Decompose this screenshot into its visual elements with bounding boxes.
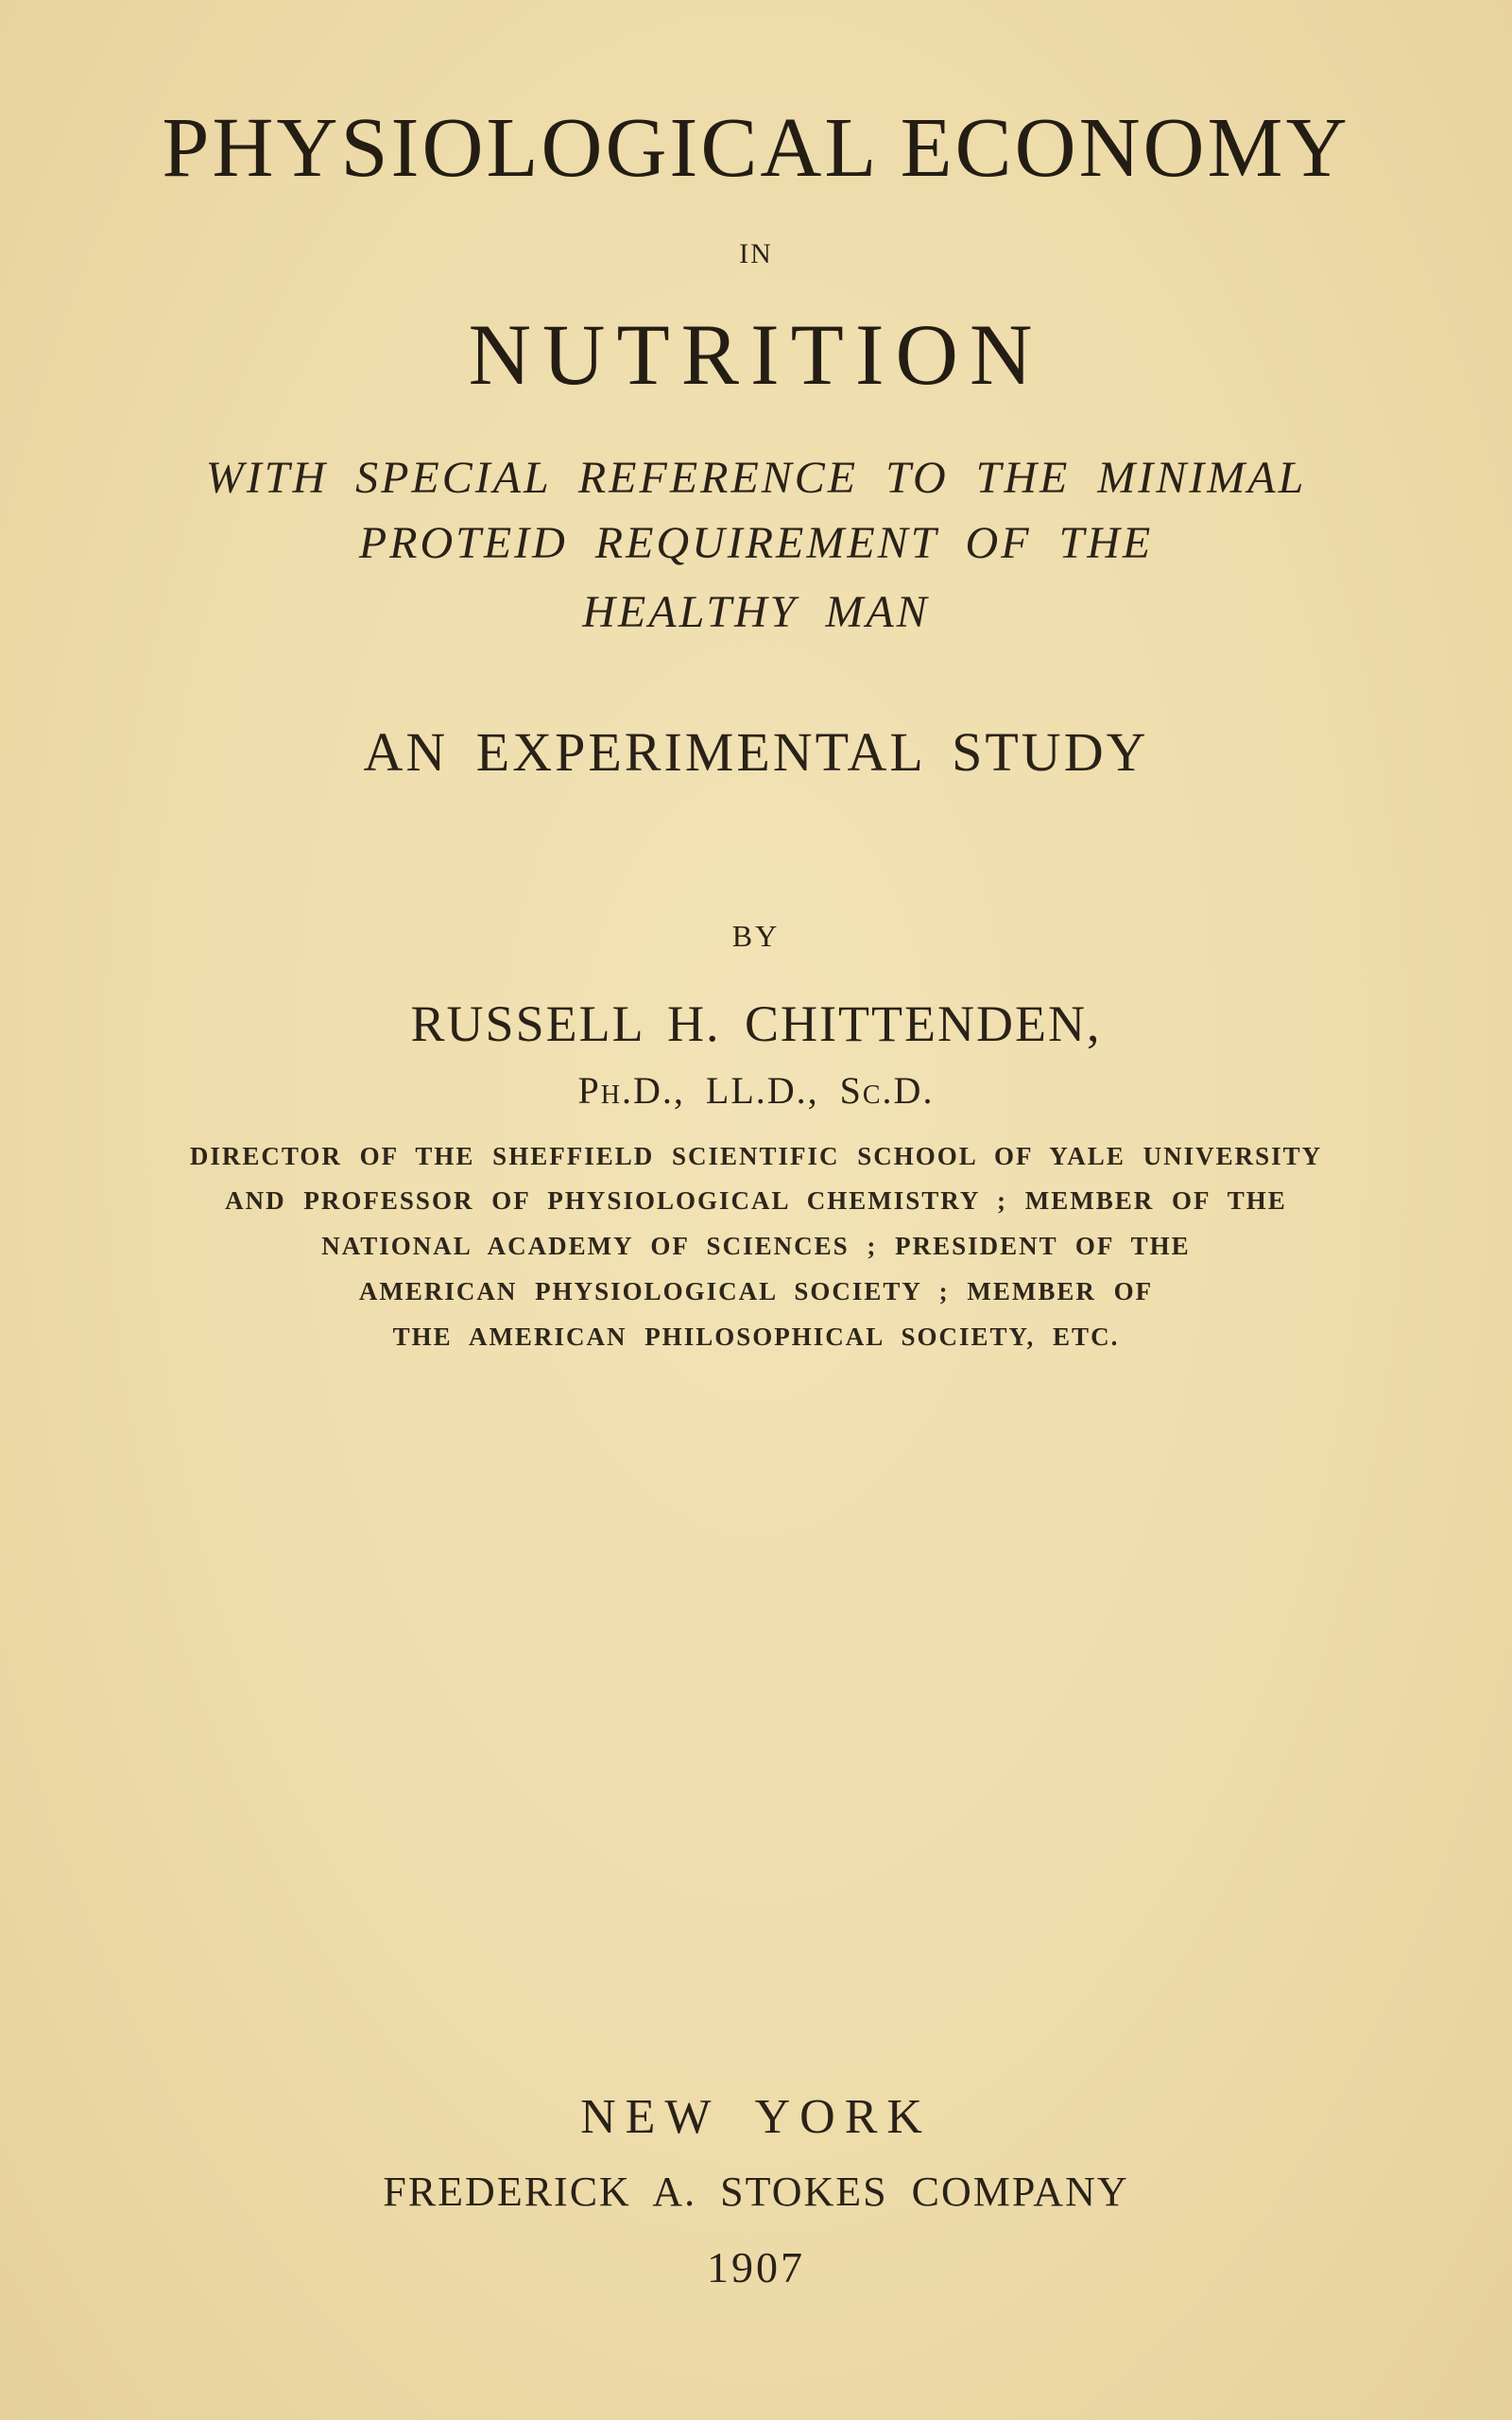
subtitle-line-2: PROTEID REQUIREMENT OF THE: [358, 518, 1154, 568]
book-title-subject: NUTRITION: [468, 306, 1044, 403]
affiliation-line: THE AMERICAN PHILOSOPHICAL SOCIETY, ETC.: [392, 1322, 1120, 1351]
author-degrees: Ph.D., LL.D., Sc.D.: [577, 1069, 935, 1112]
title-connector: IN: [739, 238, 773, 269]
author-name: RUSSELL H. CHITTENDEN,: [410, 995, 1102, 1052]
subtitle-line-1: WITH SPECIAL REFERENCE TO THE MINIMAL: [205, 453, 1307, 503]
affiliation-line: DIRECTOR OF THE SHEFFIELD SCIENTIFIC SCHOOL OF YALE UNIVERSITY: [189, 1142, 1323, 1170]
imprint-publisher: FREDERICK A. STOKES COMPANY: [383, 2169, 1129, 2215]
byline-by: BY: [731, 919, 781, 953]
imprint-year: 1907: [707, 2243, 805, 2291]
book-title: PHYSIOLOGICAL ECONOMY: [162, 101, 1350, 195]
affiliation-line: NATIONAL ACADEMY OF SCIENCES ; PRESIDENT OF THE: [321, 1232, 1191, 1260]
affiliation-line: AND PROFESSOR OF PHYSIOLOGICAL CHEMISTRY ; MEMBER OF THE: [225, 1186, 1287, 1215]
affiliation-line: AMERICAN PHYSIOLOGICAL SOCIETY ; MEMBER OF: [358, 1277, 1154, 1305]
study-heading: AN EXPERIMENTAL STUDY: [363, 721, 1149, 783]
imprint-city: NEW YORK: [580, 2090, 932, 2144]
subtitle-line-3: HEALTHY MAN: [582, 587, 930, 637]
